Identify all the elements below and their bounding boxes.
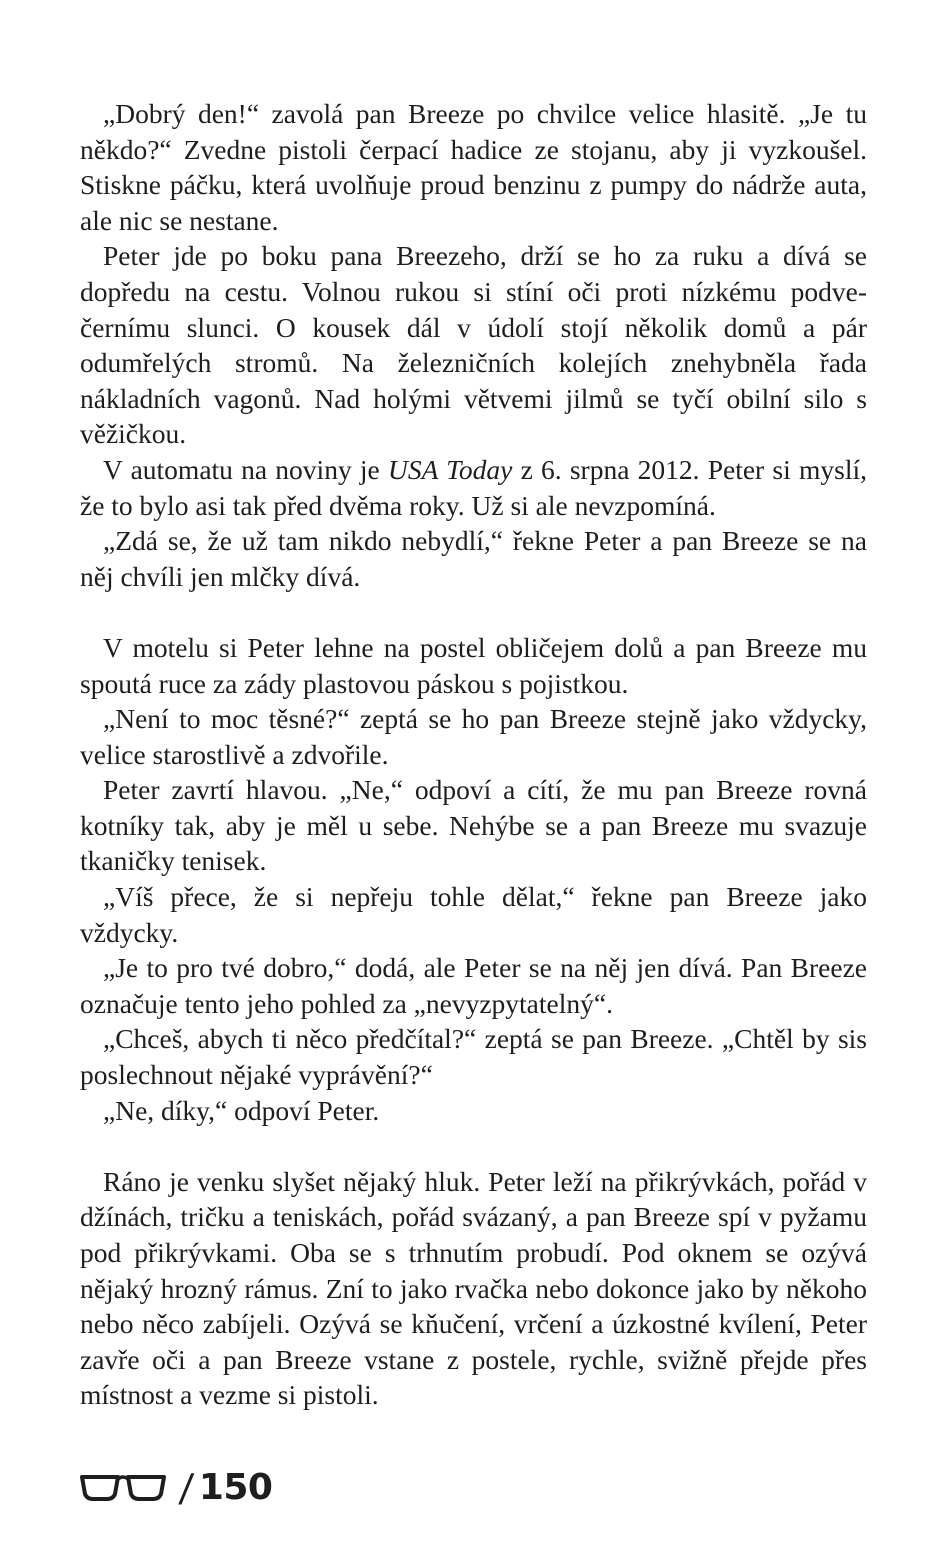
text-run: V automatu na noviny je: [103, 453, 388, 485]
page-number: 150: [198, 1467, 273, 1508]
paragraph: „Není to moc těsné?“ zeptá se ho pan Breeze stejně jako vždycky, velice starostlivě a zdvořile.: [80, 703, 867, 770]
paragraph: [80, 452, 867, 523]
paragraph: Peter zavrtí hlavou. „Ne,“ odpoví a cítí, že mu pan Breeze rovná kotníky tak, aby je měl u sebe. Nehýbe se a pan Breeze mu svazuje tkaničky tenisek.: [80, 774, 867, 877]
paragraph: „Ne, díky,“ odpoví Peter.: [103, 1094, 380, 1126]
glasses-icon: [80, 1473, 166, 1503]
paragraph: Ráno je venku slyšet nějaký hluk. Peter leží na přikrývkách, pořád v džínách, tričku a teniskách, pořád svázaný, a pan Breeze spí v pyžamu pod přikrývkami. Oba se s trhnutím probudí. Pod oknem se ozývá nějaký hrozný rámus. Zní to jako rvačka nebo dokonce jako by někoho nebo něco zabíjeli. Ozývá se kňučení, vrčení a úzkostné kvílení, Peter zavře oči a pan Breeze vstane z postele, rychle, svižně přejde přes místnost a vezme si pistoli.: [80, 1165, 867, 1411]
paragraph: „Zdá se, že už tam nikdo nebydlí,“ řekne Peter a pan Breeze se na něj chvíli jen mlčky dívá.: [80, 525, 867, 592]
paragraph: Peter jde po boku pana Breezeho, drží se ho za ruku a dívá se dopředu na cestu. Volnou rukou si stíní oči proti nízkému podvečernímu slunci. O kousek dál v údolí stojí několik domů a pár odumřelých stromů. Na železničních kolejích znehybněla řada nákladních vagonů. Nad holými větvemi jilmů se tyčí obilní silo s věžičkou.: [80, 240, 867, 450]
text-run: z 6. srpna 2012. Peter si myslí, že to bylo asi tak před dvěma roky. Už si ale nevzpomíná.: [80, 453, 867, 521]
page-separator: /: [177, 1466, 196, 1510]
paragraph: „Víš přece, že si nepřeju tohle dělat,“ řekne pan Breeze jako vždycky.: [80, 881, 867, 948]
paragraph: „Chceš, abych ti něco předčítal?“ zeptá se pan Breeze. „Chtěl by sis poslechnout nějaké vyprávění?“: [80, 1023, 867, 1091]
page-footer: [80, 1466, 272, 1510]
paragraph: „Dobrý den!“ zavolá pan Breeze po chvilce velice hlasitě. „Je tu někdo?“ Zvedne pistoli čerpací hadice ze stojanu, aby ji vyzkoušel. Stiskne páčku, která uvolňuje proud benzinu z pumpy do nádrže auta, ale nic se nestane.: [80, 98, 867, 236]
paragraph: V motelu si Peter lehne na postel obličejem dolů a pan Breeze mu spoutá ruce za zády plastovou páskou s pojistkou.: [80, 631, 867, 699]
paragraph: „Je to pro tvé dobro,“ dodá, ale Peter se na něj jen dívá. Pan Breeze označuje tento jeho pohled za „nevyzpytatelný“.: [80, 952, 867, 1019]
newspaper-title: USA Today: [387, 453, 513, 485]
body-text: [80, 96, 867, 1413]
